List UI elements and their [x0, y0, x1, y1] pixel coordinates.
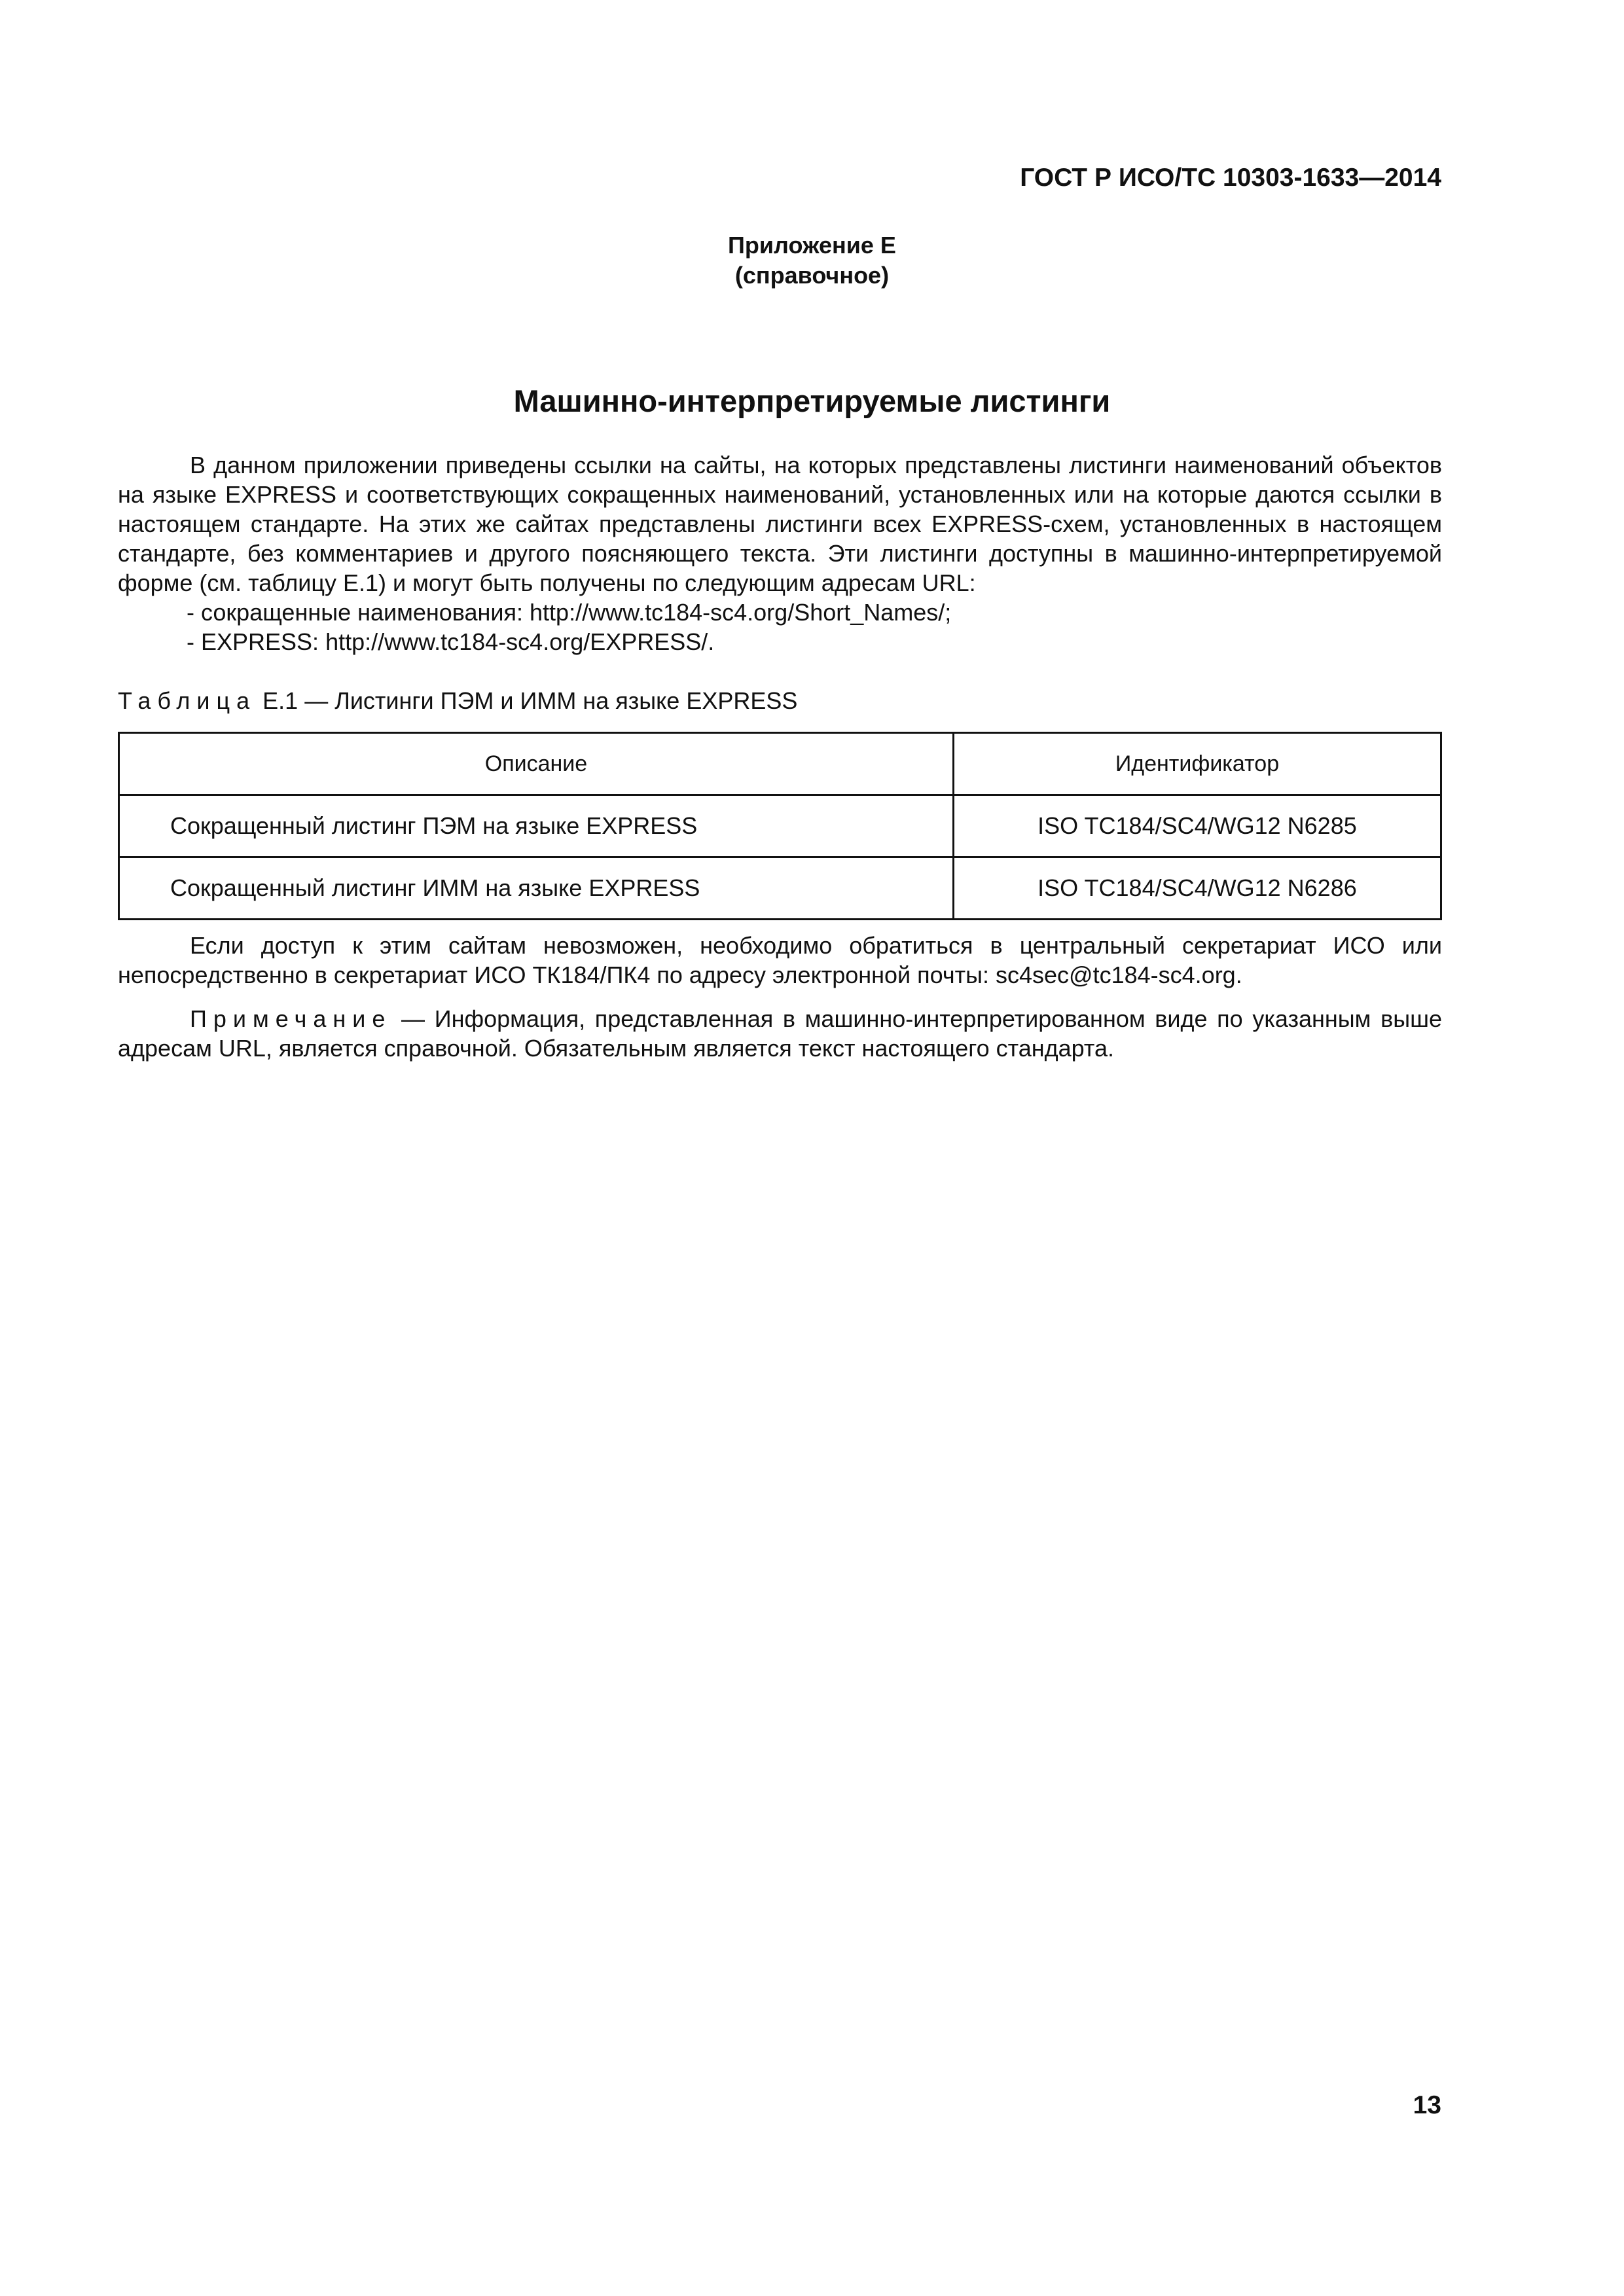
- document-code: ГОСТ Р ИСО/ТС 10303-1633—2014: [1020, 164, 1441, 192]
- listings-table: [118, 732, 1442, 920]
- contact-paragraph: Если доступ к этим сайтам невозможен, необходимо обратиться в центральный секретариат ИСО или непосредственно в секретариат ИСО ТК184/ПК4 по адресу электронной почты: sc4sec@tc184-sc4.org.: [118, 932, 1442, 988]
- page-title: Машинно-интерпретируемые листинги: [513, 384, 1111, 418]
- table-caption-text: Е.1 — Листинги ПЭМ и ИММ на языке EXPRESS: [256, 687, 798, 714]
- table-caption-label: Таблица: [118, 687, 257, 714]
- table-row: [119, 857, 1441, 920]
- list-item-short-names: - сокращенные наименования: http://www.tc184-sc4.org/Short_Names/;: [187, 599, 952, 626]
- table-header-row: [119, 733, 1441, 795]
- column-header-description: Описание: [119, 733, 954, 795]
- contact-section: [118, 931, 1442, 990]
- table-cell-identifier: ISO TC184/SC4/WG12 N6285: [953, 795, 1441, 857]
- page-number: 13: [1413, 2091, 1441, 2119]
- table-row: [119, 795, 1441, 857]
- note-label: Примечание: [190, 1005, 392, 1032]
- annex-status: (справочное): [734, 262, 890, 289]
- annex-heading: [0, 230, 1624, 291]
- column-header-identifier: Идентификатор: [953, 733, 1441, 795]
- table-cell-identifier: ISO TC184/SC4/WG12 N6286: [953, 857, 1441, 920]
- note-section: [118, 1004, 1442, 1063]
- list-item-express: - EXPRESS: http://www.tc184-sc4.org/EXPRESS/.: [187, 628, 715, 655]
- note-text: — Информация, представленная в машинно-интерпретированном виде по указанным выше адресам URL, является справочной. Обязательным является текст настоящего стандарта.: [118, 1005, 1442, 1062]
- table-cell-description: Сокращенный листинг ИММ на языке EXPRESS: [119, 857, 954, 920]
- intro-paragraph: В данном приложении приведены ссылки на сайты, на которых представлены листинги наименований объектов на языке EXPRESS и соответствующих сокращенных наименований, установленных или на которые даются ссылки в настоящем стандарте. На этих же сайтах представлены листинги всех EXPRESS-схем, установленных в настоящем стандарте, без комментариев и другого поясняющего текста. Эти листинги доступны в машинно-интерпретируемой форме (см. таблицу Е.1) и могут быть получены по следующим адресам URL:: [118, 452, 1442, 596]
- intro-section: [118, 450, 1442, 656]
- table-cell-description: Сокращенный листинг ПЭМ на языке EXPRESS: [119, 795, 954, 857]
- note-paragraph: [118, 1004, 1442, 1063]
- table-caption: [118, 687, 797, 715]
- annex-title: Приложение Е: [728, 232, 896, 259]
